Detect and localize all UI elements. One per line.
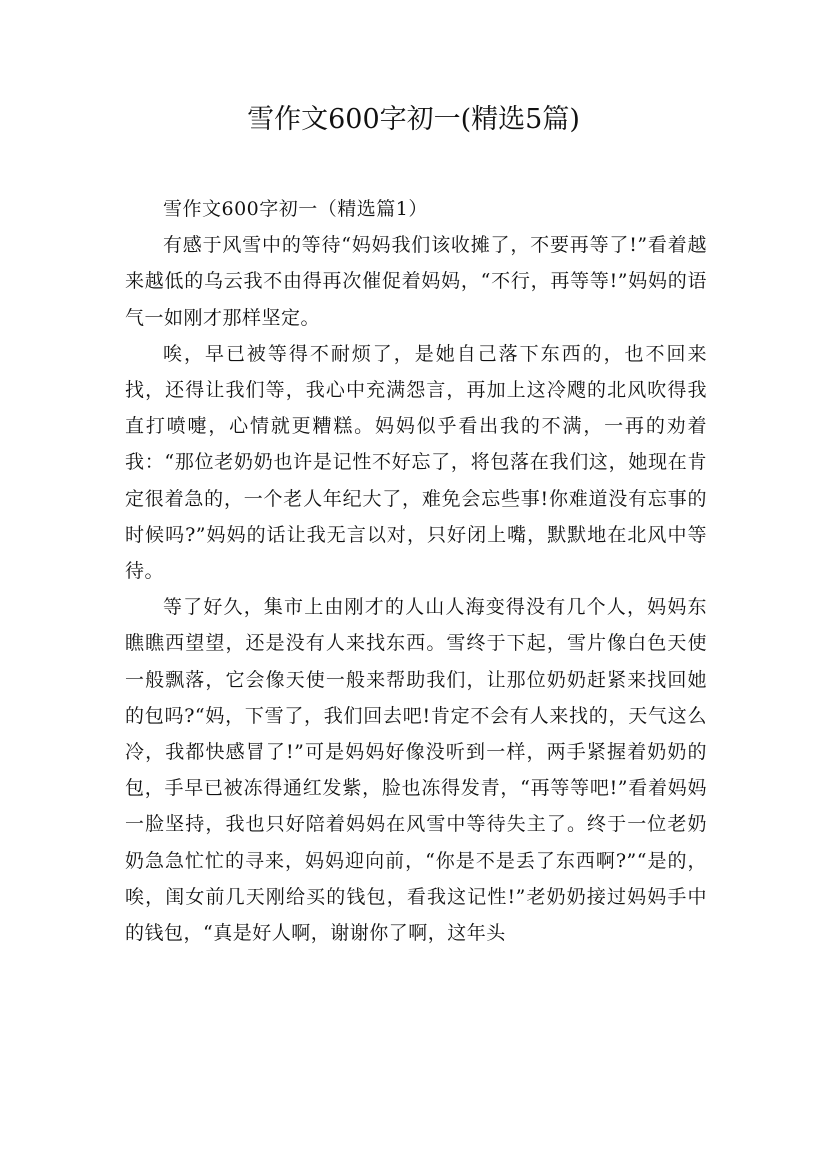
document-title: 雪作文600字初一(精选5篇) bbox=[247, 104, 580, 135]
paragraph: 有感于风雪中的等待“妈妈我们该收摊了，不要再等了!”看着越来越低的乌云我不由得再次催促着妈妈，“不行，再等等!”妈妈的语气一如刚才那样坚定。 bbox=[125, 234, 707, 329]
document-body bbox=[125, 191, 707, 951]
section-heading: 雪作文600字初一（精选篇1） bbox=[163, 198, 428, 220]
paragraph: 唉，早已被等得不耐烦了，是她自己落下东西的，也不回来找，还得让我们等，我心中充满怨言，再加上这冷飕的北风吹得我直打喷嚏，心情就更糟糕。妈妈似乎看出我的不满，一再的劝着我：“那位老奶奶也许是记性不好忘了，将包落在我们这，她现在肯定很着急的，一个老人年纪大了，难免会忘些事!你难道没有忘事的时候吗?”妈妈的话让我无言以对，只好闭上嘴，默默地在北风中等待。 bbox=[125, 342, 707, 583]
paragraph: 等了好久，集市上由刚才的人山人海变得没有几个人，妈妈东瞧瞧西望望，还是没有人来找东西。雪终于下起，雪片像白色天使一般飘落，它会像天使一般来帮助我们，让那位奶奶赶紧来找回她的包吗?“妈，下雪了，我们回去吧!肯定不会有人来找的，天气这么冷，我都快感冒了!”可是妈妈好像没听到一样，两手紧握着奶奶的包，手早已被冻得通红发紫，脸也冻得发青，“再等等吧!”看着妈妈一脸坚持，我也只好陪着妈妈在风雪中等待失主了。终于一位老奶奶急急忙忙的寻来，妈妈迎向前，“你是不是丢了东西啊?”“是的，唉，闺女前几天刚给买的钱包，看我这记性!”老奶奶接过妈妈手中的钱包，“真是好人啊，谢谢你了啊，这年头 bbox=[125, 596, 707, 945]
